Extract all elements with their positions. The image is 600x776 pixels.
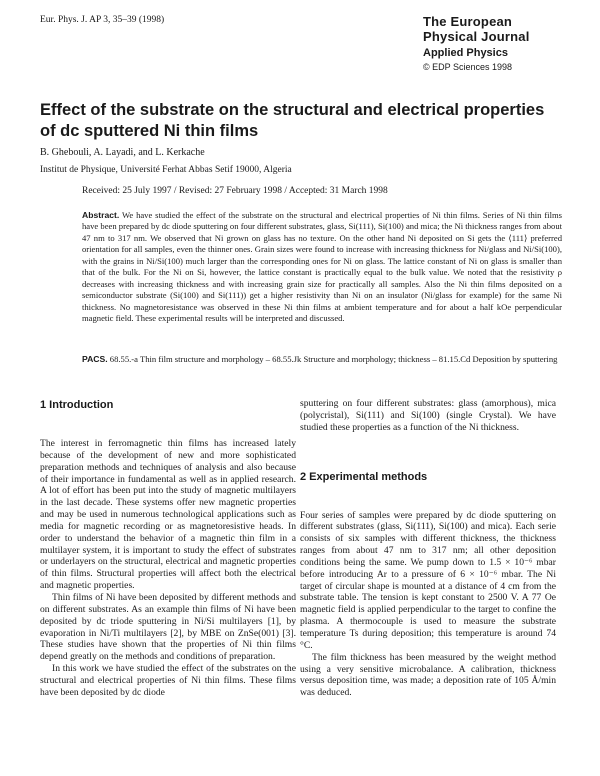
section-heading-experimental-methods: 2 Experimental methods xyxy=(300,470,428,483)
abstract-text: We have studied the effect of the substrate on the structural and electrical properties of Ni thin films. Series of Ni thin films have been prepared by dc diode sputtering on four different substrates, glass, Si(111), Si(100) and mica; the Ni thickness ranges from about 47 nm to 317 nm. We observed that Ni grown on glass has no texture. On the other hand Ni deposited on Si gets the ⟨111⟩ preferred orientation for all samples, even the thinner ones. Grain sizes were found to increase with increasing thickness for Ni/glass and Ni/Si(100), with the grains in Ni/Si(100) much larger than the corresponding ones for Ni on glass. The lattice constant of Ni on glass is smaller than that of the bulk. For the Ni on Si, however, the lattice constant is practically equal to the bulk value. We noted that the resistivity ρ decreases with increasing thickness and with increasing grain size for practically all samples. Also the Ni thin films deposited on a semiconductor substrate (Si(100) and Si(111)) get a higher resistivity than Ni on an insulator (Ni/glass for example) for the same Ni thickness. No magnetoresistance was observed in these Ni thin films at ambient temperature and for about a half kOe perpendicular magnetic field. These experimental results will be interpreted and discussed. xyxy=(82,210,562,324)
article-dates: Received: 25 July 1997 / Revised: 27 February 1998 / Accepted: 31 March 1998 xyxy=(82,186,388,196)
journal-citation: Eur. Phys. J. AP 3, 35–39 (1998) xyxy=(40,15,165,25)
abstract-label: Abstract. xyxy=(82,210,120,220)
article-authors: B. Ghebouli, A. Layadi, and L. Kerkache xyxy=(40,147,205,158)
intro-paragraph-3-continued: sputtering on four different substrates: glass (amorphous), mica (polycristal), Si(111) and Si(100) (single Crystal). We have studied these properties as a function of the Ni thickness. xyxy=(300,398,556,433)
journal-masthead xyxy=(423,14,573,73)
intro-paragraph-1: The interest in ferromagnetic thin films has increased lately because of the development of new and more sophisticated preparation methods and techniques of analysis and also because of their importance in fundamental as well as in applied research. A lot of effort has been put into the study of magnetic multilayers in the last decade. These systems offer new magnetic properties and may be used in numerous technological applications such as media for magnetic recording or as magnetoresistive heads. In order to understand the behavior of a magnetic thin film in a multilayer system, it is important to study the effect of substrates or underlayers on the structural, electrical and magnetic properties of thin films. Structural properties will affect both the electrical and magnetic properties. xyxy=(40,438,296,592)
intro-paragraph-3: In this work we have studied the effect of the substrates on the structural and electrical properties of Ni thin films. These films have been deposited by dc diode xyxy=(40,663,296,698)
methods-paragraph-1: Four series of samples were prepared by dc diode sputtering on different substrates (glass, Si(111), Si(100) and mica). Each serie consists of six samples with different thickness, the thickness ranges from about 47 nm to 317 nm; all other deposition conditions being the same. We pump down to 1.5 × 10⁻⁶ mbar before introducing Ar to a pressure of 6 × 10⁻⁶ mbar. The Ni target of circular shape is mounted at a distance of 4 cm from the substrate table. The tension is kept constant to 2500 V. A 77 Oe magnetic field is applied perpendicular to the target to confine the plasma. A thermocouple is used to measure the substrate temperature Ts during deposition; this temperature is around 74 °C. xyxy=(300,509,556,651)
intro-paragraph-2: Thin films of Ni have been deposited by different methods and on different substrates. As an example thin films of Ni have been deposited by dc triode sputtering in Ni/Si multilayers [1], by evaporation in Ni/Ti multilayers [2], by MBE on ZnSe(001) [3]. These studies have shown that the properties of Ni thin films depend greatly on the methods and conditions of preparation. xyxy=(40,591,296,663)
journal-name-line2: Physical Journal xyxy=(423,29,530,44)
section-heading-introduction: 1 Introduction xyxy=(40,399,114,411)
pacs-text: 68.55.-a Thin film structure and morphology – 68.55.Jk Structure and morphology; thickness – 81.15.Cd Deposition by sputtering xyxy=(109,354,558,364)
left-column xyxy=(40,398,296,699)
journal-name-line1: The European xyxy=(423,14,513,29)
methods-paragraph-2: The film thickness has been measured by the weight method using a very sensitive microbalance. A calibration, thickness versus deposition time, was made; a deposition rate of 105 Å/min was deduced. xyxy=(300,651,556,699)
author-affiliation: Institut de Physique, Université Ferhat Abbas Setif 19000, Algeria xyxy=(40,165,292,175)
journal-name-line3: Applied Physics xyxy=(423,47,508,59)
abstract xyxy=(82,210,562,325)
article-title: Effect of the substrate on the structural and electrical properties of dc sputtered Ni thin films xyxy=(40,101,545,140)
copyright-notice: © EDP Sciences 1998 xyxy=(423,62,513,72)
right-column xyxy=(300,398,556,699)
pacs-label: PACS. xyxy=(82,354,108,364)
pacs-codes xyxy=(82,354,562,365)
